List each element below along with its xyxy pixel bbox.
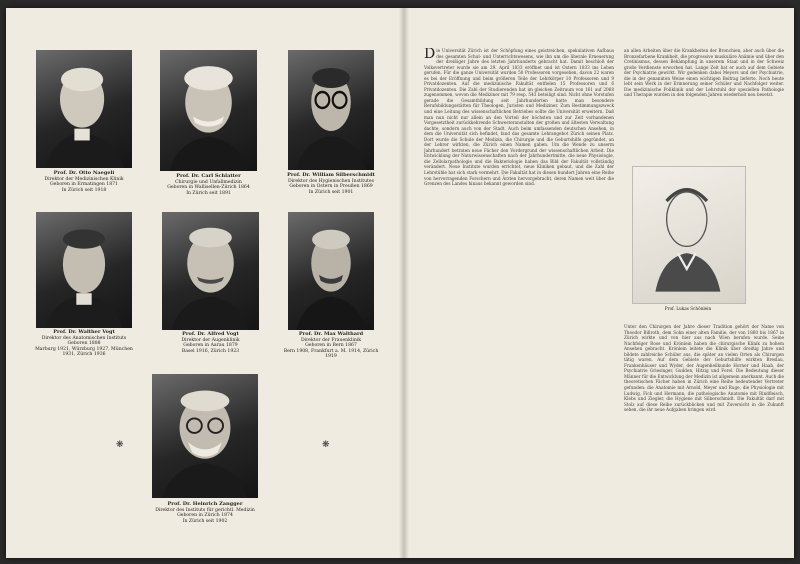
portrait-photo-icon xyxy=(288,212,374,330)
portrait-photo-icon xyxy=(162,212,259,330)
portrait-born: Geboren in Ermatingen 1871 xyxy=(49,182,118,188)
portrait-since: In Zürich seit 1902 xyxy=(182,518,228,524)
portrait-name: Prof. Dr. Carl Schlatter xyxy=(176,173,241,179)
portrait-caption xyxy=(154,174,263,196)
book-spread xyxy=(6,8,794,558)
inset-caption: Prof. Lukas Schönlein xyxy=(664,306,712,311)
ornament-right: ❋ xyxy=(322,440,330,450)
portrait-born: Geboren 1888 xyxy=(67,341,101,347)
drop-cap: D xyxy=(424,48,436,62)
portrait-role: Direktor des Instituts für gerichtl. Medizin xyxy=(155,507,255,513)
portrait-name: Prof. Dr. Walther Vogt xyxy=(53,329,115,335)
portrait-alfred-vogt xyxy=(162,212,259,362)
portrait-naegeli xyxy=(36,50,132,200)
portrait-role: Direktor des Hygienischen Institutes xyxy=(288,178,374,184)
book-spine xyxy=(399,8,409,558)
text-column-right-bottom xyxy=(624,324,784,550)
portrait-role: Chirurgie und Unfallmedizin xyxy=(175,179,242,185)
portrait-since: Bern 1908, Frankfurt a. M. 1914, Zürich 1919 xyxy=(283,348,379,360)
portrait-role: Direktor der Medizinischen Klinik xyxy=(44,176,124,182)
portrait-walthard xyxy=(283,212,379,364)
portrait-caption xyxy=(156,332,265,354)
inset-portrait-schoenlein xyxy=(632,166,744,314)
column-text: Unter den Chirurgen der Jahre dieser Tradition gehört der Name von Theodor Billroth, dem Sohn einer alten Familie, der von 1860 bis 1867 in Zürich wirkte und von hier aus nach Wien berufen wurde. Seine Nachfolger Rose und Krönlein haben die chirurgische Klinik zu hohem Ansehen gebracht. Krönlein leitete die Klinik über dreißig Jahre und bildete zahlreiche Schüler aus, die später an vielen Orten als Chirurgen tätig waren. Auf dem Gebiete der Geburtshilfe wirkten Breslau, Frankenhäuser und Wyder, der Augenheilkunde Horner und Haab, der Psychiatrie Griesinger, Gudden, Hitzig und Forel. Die Bedeutung dieser Männer für die Entwicklung der Medizin ist allgemein anerkannt. Auch die theoretischen Fächer haben in Zürich eine Reihe bedeutender Vertreter gefunden: die Anatomie mit Arnold, Meyer und Ruge, die Physiologie mit Ludwig, Fick und Hermann, die pathologische Anatomie mit Rindfleisch, Klebs und Ziegler, die Hygiene mit Silberschmidt. Die Fakultät darf mit Stolz auf diese Reihe zurückblicken und mit Zuversicht in die Zukunft sehen, die ihr neue Aufgaben bringen wird. xyxy=(624,324,784,413)
portrait-silberschmidt xyxy=(288,50,374,200)
portrait-photo-icon xyxy=(36,50,132,168)
column-text: ie Universität Zürich ist der Schöpfung eines geistreichen, spekulativen Aufbaus des gesamten Schul- und Unterrichtswesens, wie ihn um die liberale Erneuerung der dreißiger Jahre des letzten Jahrhunderts gebracht hat. Damit beschloß der Volksvertreter wurde sie am 29. April 1833 eröffnet und ist Ostern 1833 ins Leben gerufen. Für die ganze Universität wurden 50 Professoren vorgesehen, davon 22 waren es bei der Eröffnung und beim größeren Teile der Lehrkörper 10 Professoren und 9 Privatdozenten. Auf die medizinische Fakultät entfielen 15 Professoren und 6 Privatdozenten. Die Zahl der Studierenden hat im gleichen Zeitraum von 161 auf 2068 zugenommen, wovon die Mediziner mit 79 resp. 543 beteiligt sind. Nicht ohne Vorstufen gerade die Gesamtbildung seit Jahrhunderten hatte man besondere Berufsbildungsstätten für Theologen, Juristen und Mediziner. Zum Bestimmungszweck und eine Leitung des wissenschaftlichen Betriebes sollte die Universität erweitern. Daß man nun nicht nur allein an den Vorteil der höchsten und zur Zeit vorhandenen Vorgesetztheit zurückkehrende Schwesteranstalten der großen und ältesten Verwaltung dachte, sondern auch von der Stadt. Auch beim umfassenden deutschen Ansehen, in dem die Universität sich befindet, fand das gesamte Lehrangebot Zürich seinen Platz. Dort wurde die Schule der Medizin, die Chirurgie und die Geburtshilfe gegründet, an der Lehrer wirkten, die Zürich einen Namen gaben. Um die Wende zu unserm Jahrhundert betraten neue Fächer den Vordergrund der wissenschaftlichen Arbeit. Die Entwicklung der Naturwissenschaften nach der Jahrhundertmitte, die neue Physiologie, die Zellularpathologie und die Bakteriologie haben das Bild der Fakultät vollständig verändert. Neue Institute wurden errichtet, neue Kliniken gebaut, und die Zahl der Lehrstühle hat sich stark vermehrt. Die Fakultät hat in diesen hundert Jahren eine Reihe von hervorragenden Forschern und Ärzten hervorgebracht, deren Namen weit über die Grenzen des Landes hinaus bekannt geworden sind. xyxy=(424,48,614,187)
portrait-since: In Zürich seit 1891 xyxy=(186,190,231,196)
portrait-born: Geboren in Bern 1867 xyxy=(305,343,357,349)
portrait-born: Geboren in Wallisellen-Zürich 1864 xyxy=(167,185,250,191)
engraving-portrait-icon xyxy=(632,166,746,304)
portrait-name: Prof. Dr. Alfred Vogt xyxy=(182,331,239,337)
portrait-photo-icon xyxy=(160,50,257,171)
portrait-born: Geboren in Zürich 1874 xyxy=(177,513,233,519)
portrait-since: Basel 1916, Zürich 1923 xyxy=(181,348,240,354)
portrait-zangger xyxy=(152,374,258,554)
text-column-right-top xyxy=(624,48,784,160)
portrait-born: Geboren in Aarau 1879 xyxy=(183,343,238,349)
portrait-name: Prof. Dr. Otto Naegeli xyxy=(53,170,115,176)
portrait-schlatter xyxy=(160,50,257,202)
portrait-name: Prof. Dr. Heinrich Zangger xyxy=(167,501,243,507)
portrait-caption xyxy=(30,330,138,358)
portrait-caption xyxy=(282,332,380,360)
portrait-name: Prof. Dr. William Silberschmidt xyxy=(287,172,375,178)
portrait-walther-vogt xyxy=(36,212,132,362)
portrait-role: Direktor der Augenklinik xyxy=(181,337,240,343)
portrait-since: Marburg 1921, Würzburg 1927, München 1931, Zürich 1936 xyxy=(35,346,133,358)
portrait-caption xyxy=(282,173,380,195)
portrait-role: Direktor der Frauenklinik xyxy=(300,337,362,343)
portrait-photo-icon xyxy=(36,212,132,328)
column-text: an allen Arbeiten über die Krankheiten der Bronchien, aber auch über die Bronzefarbene Krankheit, die progressive muskuläre Anämie und über den Cretinismus, dessen Bekämpfung in unserem Staat und in der Schweiz große Verdienste erworben hat. Lange Zeit hat er auch auf dem Gebiete der Psychiatrie gewirkt. Wir gedenken dabei Meyers und der Psychiatrie, die in der genannten Weise einen wichtigen Beitrag lieferte. Noch heute lebt sein Werk in der Erinnerung seiner Schüler und Nachfolger weiter. Die medizinische Poliklinik und der Lehrstuhl der speziellen Pathologie und Therapie wurden in den folgenden Jahren wiederholt neu besetzt. xyxy=(624,48,784,98)
portrait-born: Geboren in Ostern in Preußen 1869 xyxy=(289,184,373,190)
portrait-caption xyxy=(146,502,264,524)
portrait-since: In Zürich seit 1901 xyxy=(308,189,354,195)
portrait-since: In Zürich seit 1918 xyxy=(61,187,107,193)
portrait-caption xyxy=(30,171,138,193)
ornament-left: ❋ xyxy=(116,440,124,450)
text-column-left xyxy=(424,48,614,548)
portrait-photo-icon xyxy=(152,374,258,498)
portrait-photo-icon xyxy=(288,50,374,170)
portrait-role: Direktor des Anatomischen Instituts xyxy=(41,335,127,341)
portrait-name: Prof. Dr. Max Walthard xyxy=(298,331,364,337)
